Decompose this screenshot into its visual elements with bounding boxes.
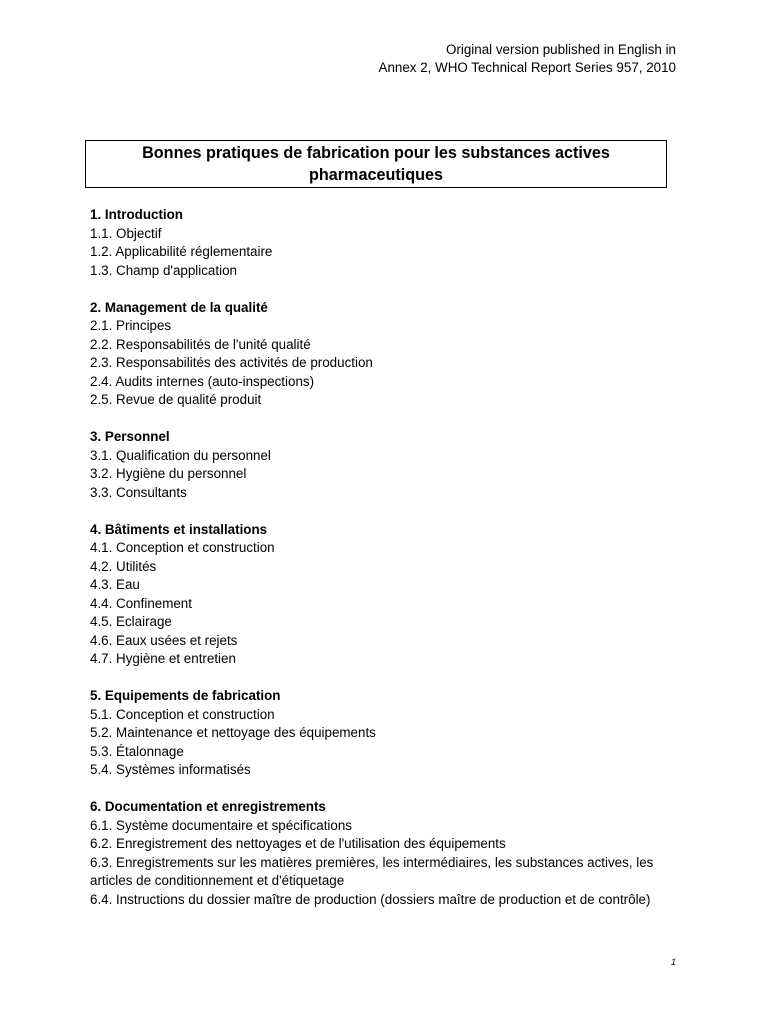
section-heading: 5. Equipements de fabrication — [90, 688, 281, 703]
toc-item: 3.1. Qualification du personnel — [90, 447, 271, 463]
section-heading: 6. Documentation et enregistrements — [90, 799, 326, 814]
toc-item: 4.7. Hygiène et entretien — [90, 651, 236, 666]
toc-item: 2.3. Responsabilités des activités de production — [90, 355, 373, 370]
document-title-line-1: Bonnes pratiques de fabrication pour les substances actives — [142, 144, 610, 162]
section-heading: 4. Bâtiments et installations — [90, 521, 268, 537]
toc-item: 4.2. Utilités — [90, 558, 157, 574]
document-title-line-2: pharmaceutiques — [308, 166, 444, 184]
toc-section — [90, 521, 690, 669]
toc-item: 1.1. Objectif — [90, 225, 162, 241]
toc-item: 6.1. Système documentaire et spécifications — [90, 817, 352, 833]
toc-item: 6.3. Enregistrements sur les matières premières, les intermédiaires, les substances actives, les articles de conditionnement et d'étiquetage — [90, 854, 654, 888]
document-title-box — [85, 140, 667, 188]
toc-item: 6.4. Instructions du dossier maître de production (dossiers maître de production et de contrôle) — [90, 891, 651, 907]
toc-item: 5.1. Conception et construction — [90, 706, 275, 722]
toc-item: 4.6. Eaux usées et rejets — [90, 632, 238, 648]
toc-item: 5.3. Étalonnage — [90, 743, 184, 759]
toc-item: 4.4. Confinement — [90, 595, 192, 611]
toc-item: 2.4. Audits internes (auto-inspections) — [90, 373, 315, 389]
section-heading: 1. Introduction — [90, 207, 183, 222]
toc-section — [90, 299, 690, 410]
page-header — [379, 41, 676, 76]
toc-item: 4.1. Conception et construction — [90, 540, 275, 555]
toc-item: 2.1. Principes — [90, 318, 172, 333]
toc-item: 3.2. Hygiène du personnel — [90, 466, 247, 481]
toc-item: 4.3. Eau — [90, 577, 140, 592]
toc-item: 5.4. Systèmes informatisés — [90, 762, 251, 777]
table-of-contents — [90, 206, 690, 909]
toc-section — [90, 798, 690, 909]
toc-item: 3.3. Consultants — [90, 484, 187, 500]
page-number: 1 — [671, 957, 677, 967]
toc-item: 2.2. Responsabilités de l'unité qualité — [90, 336, 311, 352]
toc-item: 4.5. Eclairage — [90, 614, 172, 629]
toc-section — [90, 206, 690, 280]
header-line-2: Annex 2, WHO Technical Report Series 957, 2010 — [378, 59, 676, 75]
toc-item: 5.2. Maintenance et nettoyage des équipements — [90, 725, 376, 740]
section-heading: 2. Management de la qualité — [90, 299, 268, 315]
toc-item: 1.3. Champ d'application — [90, 262, 237, 278]
toc-item: 1.2. Applicabilité réglementaire — [90, 244, 273, 259]
section-heading: 3. Personnel — [90, 429, 170, 444]
toc-item: 6.2. Enregistrement des nettoyages et de l'utilisation des équipements — [90, 836, 506, 851]
header-line-1: Original version published in English in — [445, 42, 676, 57]
toc-item: 2.5. Revue de qualité produit — [90, 392, 262, 407]
toc-section — [90, 687, 690, 780]
toc-section — [90, 428, 690, 502]
